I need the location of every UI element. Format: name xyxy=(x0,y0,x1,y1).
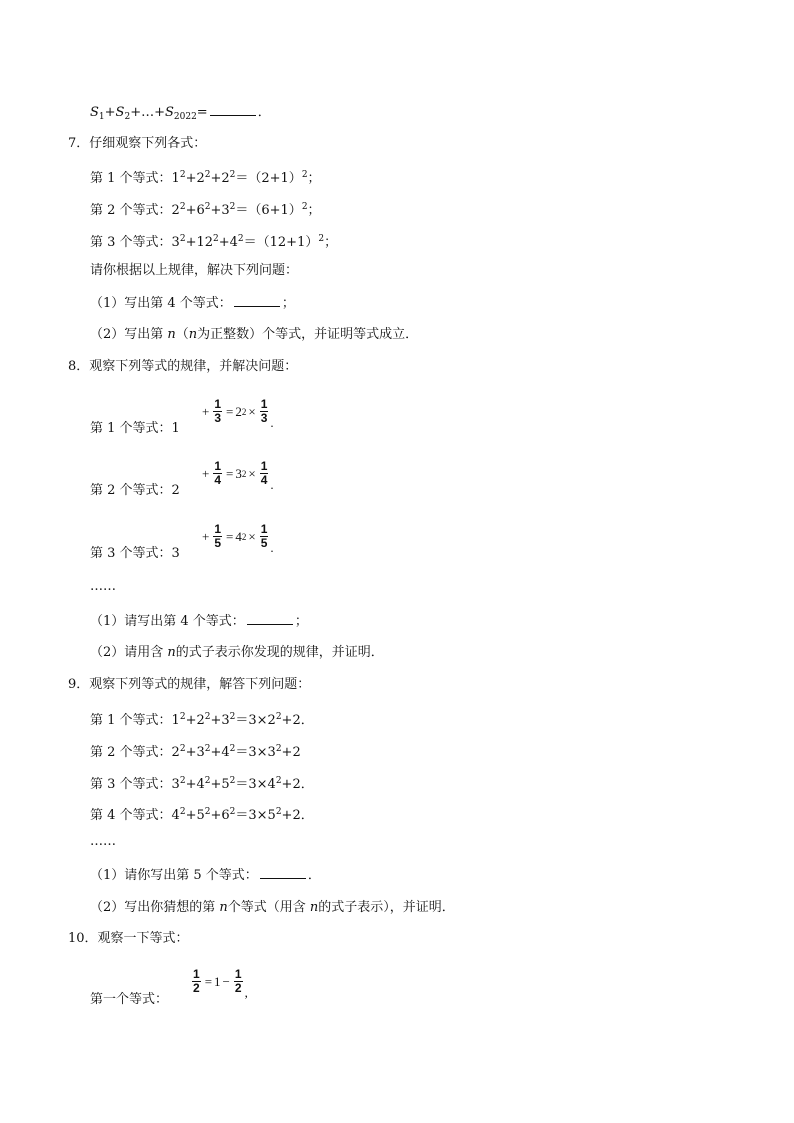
q9-title: 9．观察下列等式的规律，解答下列问题： xyxy=(68,677,311,692)
q7-instruction: 请你根据以上规律，解决下列问题： xyxy=(90,263,299,278)
q10-title: 10．观察一下等式： xyxy=(68,931,189,946)
q8-equation-2-label: 第 2 个等式：2 xyxy=(90,483,180,498)
q9-equation-3: 第 3 个等式：$3^2+4^2+5^2=3\times 4^2+2$． xyxy=(90,776,314,792)
answer-blank[interactable] xyxy=(210,103,256,116)
q8-ellipsis: …… xyxy=(90,579,116,594)
q8-equation-3-label: 第 3 个等式：3 xyxy=(90,546,180,561)
q8-title: 8．观察下列等式的规律，并解决问题： xyxy=(68,359,298,374)
q7-equation-1: 第 1 个等式：$1^2+2^2+2^2=(2+1)^2$； xyxy=(90,170,321,186)
q7-equation-3: 第 3 个等式：$3^2+12^2+4^2=(12+1)^2$； xyxy=(90,234,338,250)
q8-equation-1-label: 第 1 个等式：1 xyxy=(90,421,180,436)
q10-equation-1-label: 第一个等式： xyxy=(90,992,169,1007)
answer-blank[interactable] xyxy=(247,612,293,625)
q9-equation-2: 第 2 个等式：$2^2+3^2+4^2=3\times 3^2+2$ xyxy=(90,744,301,760)
q9-equation-1: 第 1 个等式：$1^2+2^2+3^2=3\times 2^2+2$． xyxy=(90,712,314,728)
q9-equation-4: 第 4 个等式：$4^2+5^2+6^2=3\times 5^2+2$． xyxy=(90,807,314,823)
q7-equation-2: 第 2 个等式：$2^2+6^2+3^2=(6+1)^2$； xyxy=(90,202,321,218)
q8-part-2: （2）请用含 n的式子表示你发现的规律，并证明． xyxy=(90,645,384,660)
q7-part-2: （2）写出第 n（n为正整数）个等式，并证明等式成立． xyxy=(90,327,419,342)
q9-part-1: （1）请你写出第 5 个等式： ． xyxy=(90,868,321,883)
q9-part-2: （2）写出你猜想的第 n个等式（用含 n的式子表示），并证明． xyxy=(90,900,455,915)
q8-equation-3-formula: + $\frac{1}{5}$ = 4 2 × $\frac{1}{5}$ . xyxy=(202,522,274,555)
q8-equation-1-formula: + $\frac{1}{3}$ = 2 2 × $\frac{1}{3}$ . xyxy=(202,397,274,430)
answer-blank[interactable] xyxy=(260,866,306,879)
q7-part-1: （1）写出第 4 个等式： ； xyxy=(90,296,295,311)
q10-equation-1-formula: $\frac{1}{2}$ = 1 − $\frac{1}{2}$ , xyxy=(193,967,248,1000)
q8-part-1: （1）请写出第 4 个等式： ； xyxy=(90,614,308,629)
sum-blank-line: $S_1+S_2+\dots+S_{2022}=$ ． xyxy=(90,105,271,122)
answer-blank[interactable] xyxy=(234,294,280,307)
q9-ellipsis: …… xyxy=(90,834,116,849)
q8-equation-2-formula: + $\frac{1}{4}$ = 3 2 × $\frac{1}{4}$ . xyxy=(202,459,274,492)
q7-title: 7．仔细观察下列各式： xyxy=(68,136,207,151)
